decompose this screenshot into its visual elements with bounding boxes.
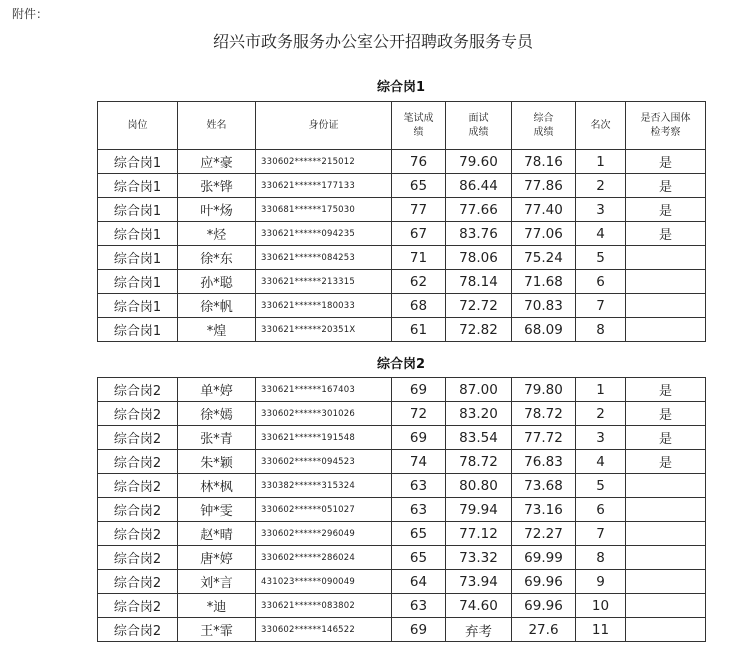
cell-rank: 8 — [576, 546, 626, 570]
cell-written-score: 62 — [392, 270, 446, 294]
cell-total-score: 77.72 — [512, 426, 576, 450]
table-row — [98, 498, 706, 522]
cell-name: 应*豪 — [178, 150, 256, 174]
cell-written-score: 65 — [392, 522, 446, 546]
cell-total-score: 27.6 — [512, 618, 576, 642]
cell-interview-score: 78.14 — [446, 270, 512, 294]
document-title: 绍兴市政务服务办公室公开招聘政务服务专员 — [212, 32, 533, 51]
cell-interview-score: 83.76 — [446, 222, 512, 246]
cell-physical-exam — [626, 498, 706, 522]
cell-total-score: 70.83 — [512, 294, 576, 318]
header-interview-score: 面试 成绩 — [446, 102, 512, 150]
cell-id-number: 330602******146522 — [256, 618, 392, 642]
cell-total-score: 73.68 — [512, 474, 576, 498]
table-row — [98, 246, 706, 270]
cell-rank: 1 — [576, 150, 626, 174]
cell-written-score: 72 — [392, 402, 446, 426]
header-position: 岗位 — [98, 102, 178, 150]
cell-id-number: 330621******191548 — [256, 426, 392, 450]
cell-written-score: 63 — [392, 498, 446, 522]
results-table-2 — [97, 377, 706, 642]
table-row — [98, 318, 706, 342]
cell-written-score: 61 — [392, 318, 446, 342]
cell-written-score: 65 — [392, 546, 446, 570]
cell-total-score: 69.99 — [512, 546, 576, 570]
section-title: 综合岗1 — [376, 80, 426, 95]
cell-id-number: 330621******213315 — [256, 270, 392, 294]
cell-written-score: 67 — [392, 222, 446, 246]
cell-position: 综合岗1 — [98, 150, 178, 174]
cell-id-number: 330621******20351X — [256, 318, 392, 342]
cell-total-score: 69.96 — [512, 570, 576, 594]
cell-physical-exam: 是 — [626, 150, 706, 174]
table-row — [98, 474, 706, 498]
cell-name: 钟*雯 — [178, 498, 256, 522]
table-row — [98, 198, 706, 222]
cell-position: 综合岗2 — [98, 426, 178, 450]
cell-position: 综合岗1 — [98, 198, 178, 222]
cell-position: 综合岗2 — [98, 474, 178, 498]
cell-name: 赵*晴 — [178, 522, 256, 546]
cell-physical-exam — [626, 270, 706, 294]
cell-written-score: 63 — [392, 594, 446, 618]
cell-id-number: 330602******215012 — [256, 150, 392, 174]
cell-written-score: 65 — [392, 174, 446, 198]
cell-id-number: 431023******090049 — [256, 570, 392, 594]
cell-position: 综合岗1 — [98, 246, 178, 270]
cell-written-score: 69 — [392, 618, 446, 642]
cell-id-number: 330621******180033 — [256, 294, 392, 318]
cell-position: 综合岗1 — [98, 318, 178, 342]
cell-position: 综合岗2 — [98, 498, 178, 522]
cell-id-number: 330602******296049 — [256, 522, 392, 546]
cell-name: *迪 — [178, 594, 256, 618]
table-row — [98, 426, 706, 450]
cell-name: 唐*婷 — [178, 546, 256, 570]
cell-name: *烃 — [178, 222, 256, 246]
cell-physical-exam: 是 — [626, 378, 706, 402]
cell-physical-exam — [626, 246, 706, 270]
table-header-row — [98, 102, 706, 150]
cell-rank: 11 — [576, 618, 626, 642]
cell-rank: 4 — [576, 222, 626, 246]
cell-id-number: 330681******175030 — [256, 198, 392, 222]
cell-rank: 3 — [576, 426, 626, 450]
cell-rank: 4 — [576, 450, 626, 474]
cell-total-score: 77.86 — [512, 174, 576, 198]
cell-physical-exam — [626, 570, 706, 594]
cell-total-score: 77.06 — [512, 222, 576, 246]
table-row — [98, 546, 706, 570]
cell-written-score: 69 — [392, 426, 446, 450]
cell-total-score: 71.68 — [512, 270, 576, 294]
cell-name: 王*霏 — [178, 618, 256, 642]
cell-total-score: 73.16 — [512, 498, 576, 522]
cell-name: 徐*嫣 — [178, 402, 256, 426]
cell-rank: 6 — [576, 270, 626, 294]
table-row — [98, 222, 706, 246]
cell-position: 综合岗2 — [98, 546, 178, 570]
cell-interview-score: 72.82 — [446, 318, 512, 342]
table-row — [98, 594, 706, 618]
cell-rank: 8 — [576, 318, 626, 342]
cell-total-score: 79.80 — [512, 378, 576, 402]
cell-physical-exam: 是 — [626, 450, 706, 474]
cell-rank: 10 — [576, 594, 626, 618]
cell-rank: 9 — [576, 570, 626, 594]
cell-physical-exam: 是 — [626, 402, 706, 426]
header-id: 身份证 — [256, 102, 392, 150]
cell-total-score: 68.09 — [512, 318, 576, 342]
results-table-1 — [97, 101, 706, 342]
cell-name: 刘*言 — [178, 570, 256, 594]
cell-name: 单*婷 — [178, 378, 256, 402]
cell-physical-exam: 是 — [626, 222, 706, 246]
cell-name: 张*青 — [178, 426, 256, 450]
cell-id-number: 330602******286024 — [256, 546, 392, 570]
cell-interview-score: 86.44 — [446, 174, 512, 198]
cell-written-score: 68 — [392, 294, 446, 318]
cell-name: 徐*帆 — [178, 294, 256, 318]
cell-position: 综合岗1 — [98, 222, 178, 246]
cell-id-number: 330621******083802 — [256, 594, 392, 618]
table-row — [98, 174, 706, 198]
table-row — [98, 150, 706, 174]
cell-total-score: 69.96 — [512, 594, 576, 618]
table-row — [98, 270, 706, 294]
header-total-score: 综合 成绩 — [512, 102, 576, 150]
cell-id-number: 330602******051027 — [256, 498, 392, 522]
cell-position: 综合岗1 — [98, 270, 178, 294]
cell-interview-score: 80.80 — [446, 474, 512, 498]
cell-physical-exam — [626, 546, 706, 570]
cell-physical-exam — [626, 294, 706, 318]
cell-interview-score: 78.06 — [446, 246, 512, 270]
cell-name: *煌 — [178, 318, 256, 342]
cell-rank: 5 — [576, 474, 626, 498]
cell-position: 综合岗2 — [98, 378, 178, 402]
table-row — [98, 618, 706, 642]
table-row — [98, 378, 706, 402]
cell-id-number: 330382******315324 — [256, 474, 392, 498]
cell-interview-score: 79.60 — [446, 150, 512, 174]
table-row — [98, 522, 706, 546]
cell-written-score: 71 — [392, 246, 446, 270]
cell-id-number: 330621******167403 — [256, 378, 392, 402]
cell-interview-score: 83.20 — [446, 402, 512, 426]
header-rank: 名次 — [576, 102, 626, 150]
cell-position: 综合岗2 — [98, 402, 178, 426]
cell-total-score: 78.72 — [512, 402, 576, 426]
cell-interview-score: 78.72 — [446, 450, 512, 474]
table-row — [98, 570, 706, 594]
cell-total-score: 78.16 — [512, 150, 576, 174]
cell-rank: 7 — [576, 522, 626, 546]
cell-rank: 1 — [576, 378, 626, 402]
cell-position: 综合岗2 — [98, 570, 178, 594]
cell-interview-score: 87.00 — [446, 378, 512, 402]
cell-total-score: 76.83 — [512, 450, 576, 474]
cell-interview-score: 73.32 — [446, 546, 512, 570]
cell-interview-score: 73.94 — [446, 570, 512, 594]
cell-position: 综合岗1 — [98, 174, 178, 198]
cell-id-number: 330602******094523 — [256, 450, 392, 474]
cell-name: 徐*东 — [178, 246, 256, 270]
cell-written-score: 64 — [392, 570, 446, 594]
cell-written-score: 69 — [392, 378, 446, 402]
cell-name: 孙*聪 — [178, 270, 256, 294]
cell-name: 朱*颖 — [178, 450, 256, 474]
header-written-score: 笔试成 绩 — [392, 102, 446, 150]
cell-total-score: 77.40 — [512, 198, 576, 222]
cell-physical-exam — [626, 318, 706, 342]
table-row — [98, 294, 706, 318]
cell-position: 综合岗2 — [98, 618, 178, 642]
cell-interview-score: 弃考 — [446, 618, 512, 642]
cell-rank: 2 — [576, 174, 626, 198]
cell-written-score: 76 — [392, 150, 446, 174]
cell-physical-exam: 是 — [626, 174, 706, 198]
cell-interview-score: 72.72 — [446, 294, 512, 318]
cell-physical-exam — [626, 474, 706, 498]
cell-physical-exam: 是 — [626, 426, 706, 450]
cell-interview-score: 79.94 — [446, 498, 512, 522]
cell-interview-score: 74.60 — [446, 594, 512, 618]
cell-position: 综合岗2 — [98, 450, 178, 474]
header-name: 姓名 — [178, 102, 256, 150]
table-row — [98, 402, 706, 426]
cell-id-number: 330602******301026 — [256, 402, 392, 426]
cell-name: 林*枫 — [178, 474, 256, 498]
cell-total-score: 72.27 — [512, 522, 576, 546]
cell-position: 综合岗2 — [98, 522, 178, 546]
cell-id-number: 330621******094235 — [256, 222, 392, 246]
cell-interview-score: 77.12 — [446, 522, 512, 546]
cell-physical-exam — [626, 618, 706, 642]
cell-written-score: 63 — [392, 474, 446, 498]
cell-physical-exam — [626, 522, 706, 546]
table-row — [98, 450, 706, 474]
cell-interview-score: 77.66 — [446, 198, 512, 222]
attachment-label: 附件： — [12, 7, 49, 21]
cell-name: 张*铧 — [178, 174, 256, 198]
cell-id-number: 330621******177133 — [256, 174, 392, 198]
cell-rank: 6 — [576, 498, 626, 522]
cell-physical-exam: 是 — [626, 198, 706, 222]
cell-position: 综合岗1 — [98, 294, 178, 318]
cell-physical-exam — [626, 594, 706, 618]
cell-position: 综合岗2 — [98, 594, 178, 618]
cell-rank: 5 — [576, 246, 626, 270]
cell-interview-score: 83.54 — [446, 426, 512, 450]
cell-id-number: 330621******084253 — [256, 246, 392, 270]
cell-rank: 3 — [576, 198, 626, 222]
cell-written-score: 74 — [392, 450, 446, 474]
cell-total-score: 75.24 — [512, 246, 576, 270]
cell-rank: 7 — [576, 294, 626, 318]
cell-written-score: 77 — [392, 198, 446, 222]
section-title: 综合岗2 — [376, 357, 426, 372]
cell-rank: 2 — [576, 402, 626, 426]
cell-name: 叶*炀 — [178, 198, 256, 222]
header-physical-exam: 是否入围体 检考察 — [626, 102, 706, 150]
